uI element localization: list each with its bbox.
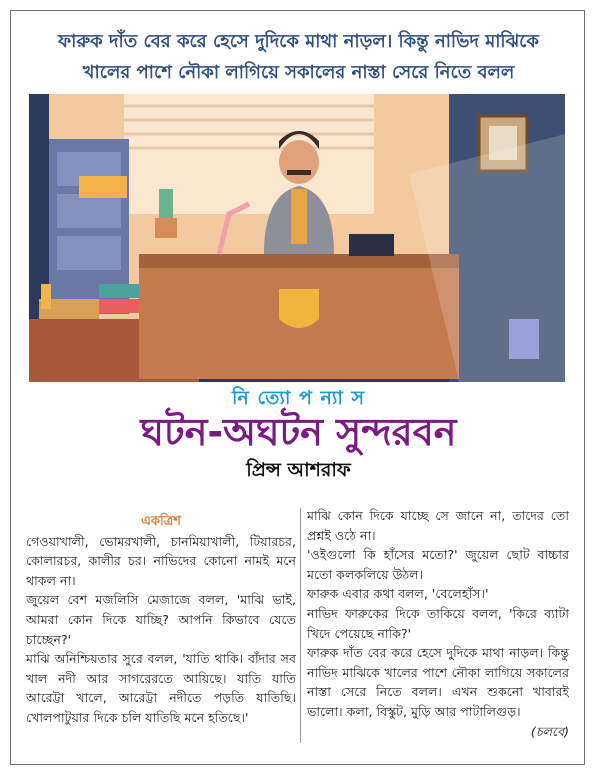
pull-quote-line-2: খালের পাশে নৌকা লাগিয়ে সকালের নাস্তা সেরে নিতে বলল [82, 62, 515, 83]
paragraph: ফারুক এবার কথা বলল, 'বেলেহাঁস।' [307, 586, 489, 602]
paragraph: মাঝি অনিশ্চিয়তার সুরে বলল, 'যাতি থাকি। বাঁদার সব খাল নদী আর সাগরেরতে আয়িছে। যাতি যাতি আরেট্টা খালে, আরেট্টা নদীতে পড়তি যাতিছি। খোলপাটুয়ার দিকে চলি যাতিছি মনে হতিছে।' [26, 651, 296, 725]
paragraph: গেওয়াখালী, ভোমরখালী, চানমিয়াখালী, টিয়ারচর, কোলারচর, কালীর চর। নাভিদের কোনো নামই মনে থাকল না। [26, 533, 296, 588]
text-column-left [26, 506, 296, 728]
column-divider [300, 508, 301, 743]
to-be-continued: (চলবে) [530, 723, 569, 739]
author-name: প্রিন্স আশরাফ [246, 459, 351, 481]
paragraph: ফারুক দাঁত বের করে হেসে দুদিকে মাথা নাড়ল। কিন্তু নাভিদ মাঝিকে খালের পাশে নৌকা লাগিয়ে সকালের নাস্তা সেরে নিতে বলল। এখন শুকনো খাবারই ভালো। কলা, বিস্কুট, মুড়ি আর পাটালিগুড়। [307, 645, 569, 719]
chapter-heading: একত্রিশ [141, 514, 181, 529]
paragraph: জুয়েল বেশ মজলিসি মেজাজে বলল, 'মাঝি ভাই, আমরা কোন দিকে যাচ্ছি? আপনি কিভাবে যেতে চাচ্ছেন?' [26, 592, 296, 647]
office-scene-image [29, 94, 565, 382]
paragraph: মাঝি কোন দিকে যাচ্ছে সে জানে না, তাদের তো প্রশ্নই ওঠে না। [307, 508, 569, 543]
story-illustration [29, 94, 565, 382]
story-title: ঘটন-অঘটন সুন্দরবন [140, 410, 457, 454]
text-column-right [307, 506, 569, 741]
paragraph: 'ওইগুলো কি হাঁসের মতো?' জুয়েল ছোট বাচ্চার মতো কলকলিয়ে উঠল। [307, 547, 569, 582]
series-label: নি ত্যো প ন্যা স [231, 387, 366, 409]
pull-quote [22, 26, 575, 88]
pull-quote-line-1: ফারুক দাঁত বের করে হেসে দুদিকে মাথা নাড়ল। কিন্তু নাভিদ মাঝিকে [57, 31, 540, 52]
paragraph: নাভিদ ফারুকের দিকে তাকিয়ে বলল, 'কিরে ব্যাটা খিদে পেয়েছে নাকি?' [307, 605, 569, 641]
